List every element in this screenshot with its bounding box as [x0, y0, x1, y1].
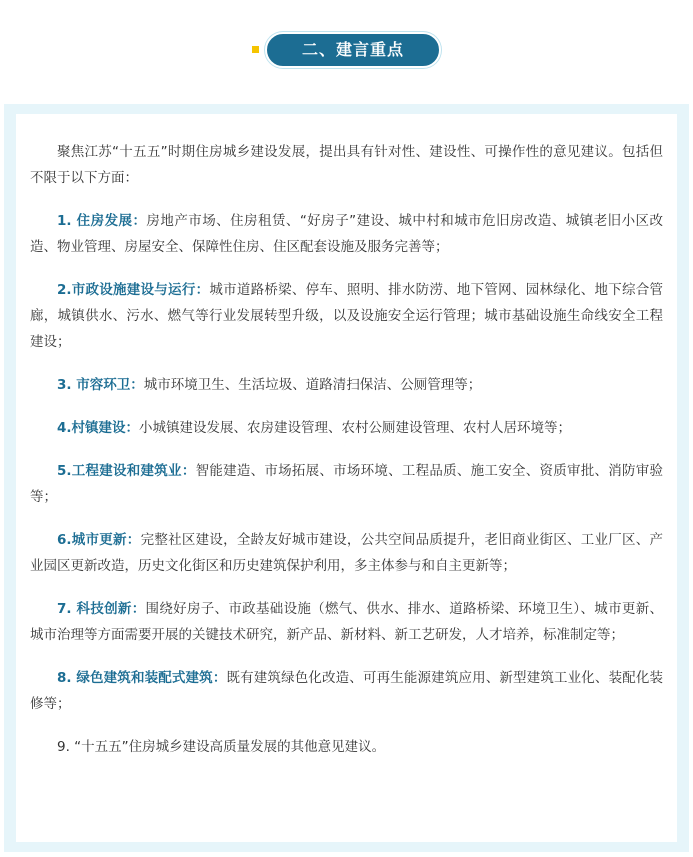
item-paragraph-4 [30, 415, 663, 441]
bullet-dot-icon [252, 46, 259, 53]
section-header [0, 32, 693, 68]
item-heading: 5.工程建设和建筑业： [57, 463, 196, 479]
item-heading: 3. 市容环卫： [57, 377, 144, 393]
item-heading: 8. 绿色建筑和装配式建筑： [57, 670, 227, 686]
item-text: 智能建造、市场拓展、市场环境、工程品质、施工安全、资质审批、消防审验等； [30, 463, 663, 505]
intro-paragraph: 聚焦江苏“十五五”时期住房城乡建设发展，提出具有针对性、建设性、可操作性的意见建议。包括但不限于以下方面： [30, 144, 663, 186]
item-text: 围绕好房子、市政基础设施（燃气、供水、排水、道路桥梁、环境卫生）、城市更新、城市治理等方面需要开展的关键技术研究，新产品、新材料、新工艺研发，人才培养，标准制定等； [30, 601, 663, 643]
item-text: 既有建筑绿色化改造、可再生能源建筑应用、新型建筑工业化、装配化装修等； [30, 670, 664, 712]
content-frame [4, 104, 689, 852]
item-heading: 7. 科技创新： [57, 601, 146, 617]
item-paragraph-7 [30, 596, 663, 648]
item-text: 完整社区建设，全龄友好城市建设，公共空间品质提升，老旧商业街区、工业厂区、产业园区更新改造，历史文化街区和历史建筑保护利用，多主体参与和自主更新等； [30, 532, 663, 574]
content-panel [16, 114, 677, 842]
item-heading: 2.市政设施建设与运行： [57, 282, 210, 298]
item-paragraph-9 [30, 734, 663, 760]
item-paragraph-8 [30, 665, 663, 717]
item-paragraph-5 [30, 458, 663, 510]
item-text: 9. “十五五”住房城乡建设高质量发展的其他意见建议。 [57, 739, 386, 755]
item-paragraph-6 [30, 527, 663, 579]
item-heading: 4.村镇建设： [57, 420, 140, 436]
item-paragraph-2 [30, 277, 663, 355]
section-title: 二、建言重点 [265, 32, 441, 68]
item-text: 城市道路桥梁、停车、照明、排水防涝、地下管网、园林绿化、地下综合管廊，城镇供水、污水、燃气等行业发展转型升级，以及设施安全运行管理；城市基础设施生命线安全工程建设； [30, 282, 663, 350]
item-text: 小城镇建设发展、农房建设管理、农村公厕建设管理、农村人居环境等； [139, 420, 572, 436]
item-paragraph-1 [30, 208, 663, 260]
item-heading: 1. 住房发展： [57, 213, 147, 229]
item-text: 房地产市场、住房租赁、“好房子”建设、城中村和城市危旧房改造、城镇老旧小区改造、物业管理、房屋安全、保障性住房、住区配套设施及服务完善等； [30, 213, 663, 255]
item-paragraph-3 [30, 372, 663, 398]
item-text: 城市环境卫生、生活垃圾、道路清扫保洁、公厕管理等； [143, 377, 482, 393]
item-heading: 6.城市更新： [57, 532, 141, 548]
